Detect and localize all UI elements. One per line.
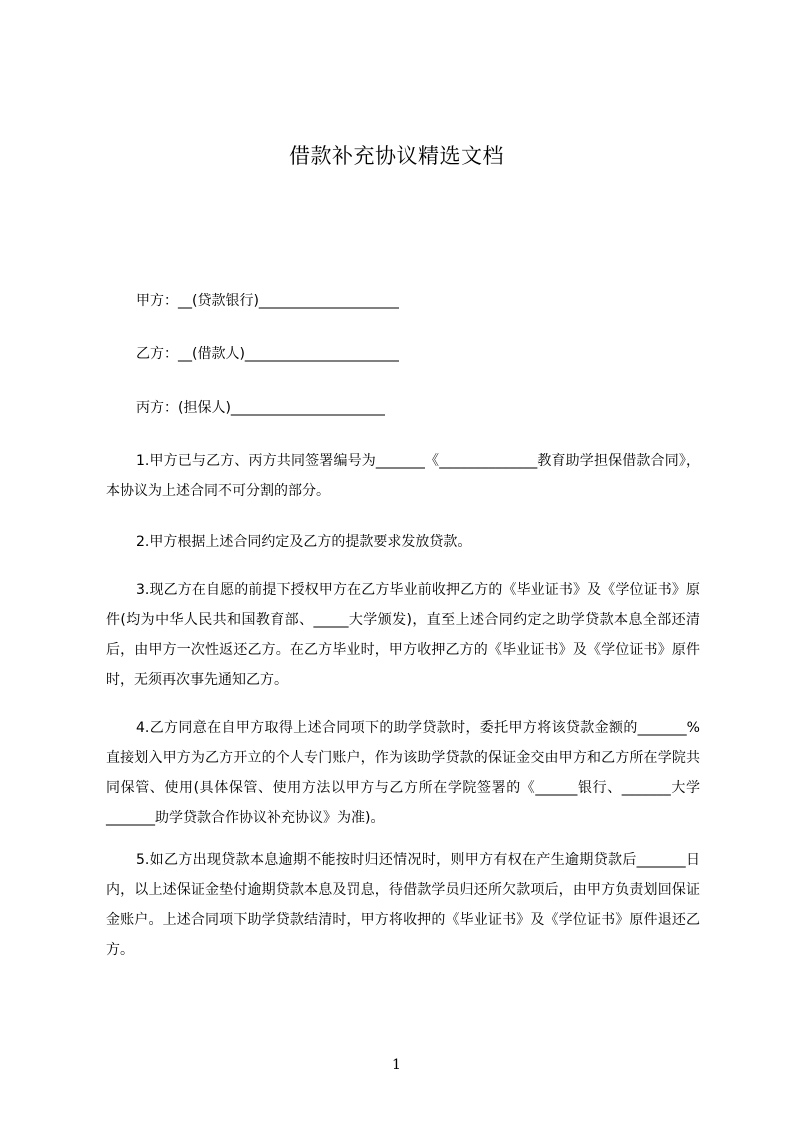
party-c-line: 丙方：(担保人)______________________ bbox=[136, 400, 385, 416]
clause-3-text: 3.现乙方在自愿的前提下授权甲方在乙方毕业前收押乙方的《毕业证书》及《学位证书》原件(均为中华人民共和国教育部、_____大学颁发)，直至上述合同约定之助学贷款本息全部还清后，由甲方一次性返还乙方。在乙方毕业时，甲方收押乙方的《毕业证书》及《学位证书》原件时，无须再次事先通知乙方。 bbox=[106, 582, 700, 688]
clause-4 bbox=[106, 713, 700, 833]
page-number: 1 bbox=[392, 1057, 401, 1073]
clause-1 bbox=[106, 446, 700, 506]
clause-5 bbox=[106, 845, 700, 965]
clause-2 bbox=[106, 527, 700, 557]
clause-1-text: 1.甲方已与乙方、丙方共同签署编号为_______《______________教育助学担保借款合同》，本协议为上述合同不可分割的部分。 bbox=[106, 453, 700, 499]
document-title: 借款补充协议精选文档 bbox=[289, 144, 504, 168]
clause-4-text: 4.乙方同意在自甲方取得上述合同项下的助学贷款时，委托甲方将该贷款金额的_______%直接划入甲方为乙方开立的个人专门账户，作为该助学贷款的保证金交由甲方和乙方所在学院共同保管、使用(具体保管、使用方法以甲方与乙方所在学院签署的《______银行、_______大学_______助学贷款合作协议补充协议》为准)。 bbox=[106, 720, 700, 826]
party-b-line: 乙方：__(借款人)______________________ bbox=[136, 346, 399, 362]
clause-3 bbox=[106, 575, 700, 695]
party-a-line: 甲方：__(贷款银行)____________________ bbox=[136, 293, 399, 309]
clause-5-text: 5.如乙方出现贷款本息逾期不能按时归还情况时，则甲方有权在产生逾期贷款后_______日内，以上述保证金垫付逾期贷款本息及罚息，待借款学员归还所欠款项后，由甲方负责划回保证金账户。上述合同项下助学贷款结清时，甲方将收押的《毕业证书》及《学位证书》原件退还乙方。 bbox=[106, 852, 700, 958]
clause-2-text: 2.甲方根据上述合同约定及乙方的提款要求发放贷款。 bbox=[136, 534, 472, 550]
